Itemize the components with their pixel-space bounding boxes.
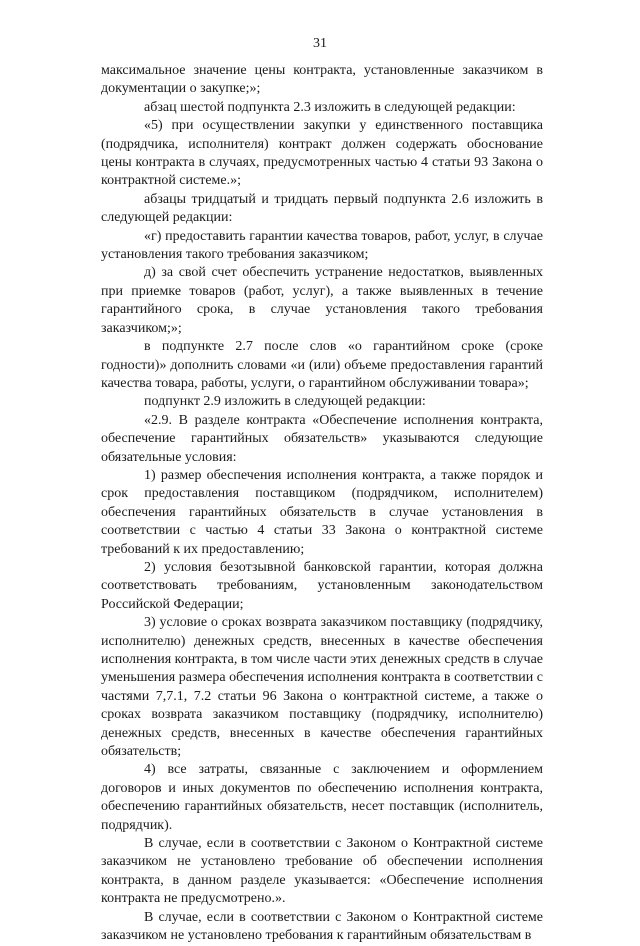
- document-body: [101, 62, 543, 946]
- paragraph: абзац шестой подпункта 2.3 изложить в следующей редакции:: [144, 99, 516, 115]
- paragraph: 2) условия безотзывной банковской гарантии, которая должна соответствовать требованиям, установленным законодательством Российской Федерации;: [101, 559, 543, 612]
- paragraph: «г) предоставить гарантии качества товаров, работ, услуг, в случае установления такого требования заказчиком;: [101, 228, 543, 263]
- paragraph: максимальное значение цены контракта, установленные заказчиком в документации о закупке;»;: [101, 63, 543, 97]
- paragraph: абзацы тридцатый и тридцать первый подпункта 2.6 изложить в следующей редакции:: [101, 191, 543, 226]
- paragraph: 3) условие о сроках возврата заказчиком поставщику (подрядчику, исполнителю) денежных средств, внесенных в качестве обеспечения исполнения контракта, в том числе части этих денежных средств в случае уменьшения размера обеспечения исполнения контракта в соответствии с частями 7,7.1, 7.2 статьи 96 Закона о контрактной системе, а также о сроках возврата заказчиком поставщику (подрядчику, исполнителю) денежных средств, внесенных в качестве обеспечения гарантийных обязательств;: [101, 615, 543, 760]
- paragraph: 4) все затраты, связанные с заключением и оформлением договоров и иных документов по обеспечению исполнения контракта, обеспечению гарантийных обязательств, несет поставщик (исполнитель, подрядчик).: [101, 762, 543, 833]
- paragraph: В случае, если в соответствии с Законом о Контрактной системе заказчиком не установлено требования к гарантийным обязательствам в: [101, 909, 543, 944]
- paragraph: «5) при осуществлении закупки у единственного поставщика (подрядчика, исполнителя) контракт должен содержать обоснование цены контракта в случаях, предусмотренных частью 4 статьи 93 Закона о контрактной системе.»;: [101, 118, 543, 189]
- paragraph: д) за свой счет обеспечить устранение недостатков, выявленных при приемке товаров (работ, услуг), а также выявленных в течение гарантийного срока, в случае установления такого требования заказчиком;»;: [101, 265, 543, 336]
- paragraph: 1) размер обеспечения исполнения контракта, а также порядок и срок предоставления поставщиком (подрядчиком, исполнителем) обеспечения гарантийных обязательств в случае установления в соответствии с частью 4 статьи 33 Закона о контрактной системе требований к их предоставлению;: [101, 467, 543, 557]
- paragraph: «2.9. В разделе контракта «Обеспечение исполнения контракта, обеспечение гарантийных обязательств» указываются следующие обязательные условия:: [101, 412, 543, 465]
- page-number: 31: [313, 36, 327, 51]
- paragraph: в подпункте 2.7 после слов «о гарантийном сроке (сроке годности)» дополнить словами «и (или) объеме предоставления гарантий качества товара, работы, услуги, о гарантийном обслуживании товара»;: [101, 339, 543, 391]
- paragraph: В случае, если в соответствии с Законом о Контрактной системе заказчиком не установлено требование об обеспечении исполнения контракта, в данном разделе указывается: «Обеспечение исполнения контракта не предусмотрено.».: [101, 836, 543, 907]
- paragraph: подпункт 2.9 изложить в следующей редакции:: [144, 394, 426, 410]
